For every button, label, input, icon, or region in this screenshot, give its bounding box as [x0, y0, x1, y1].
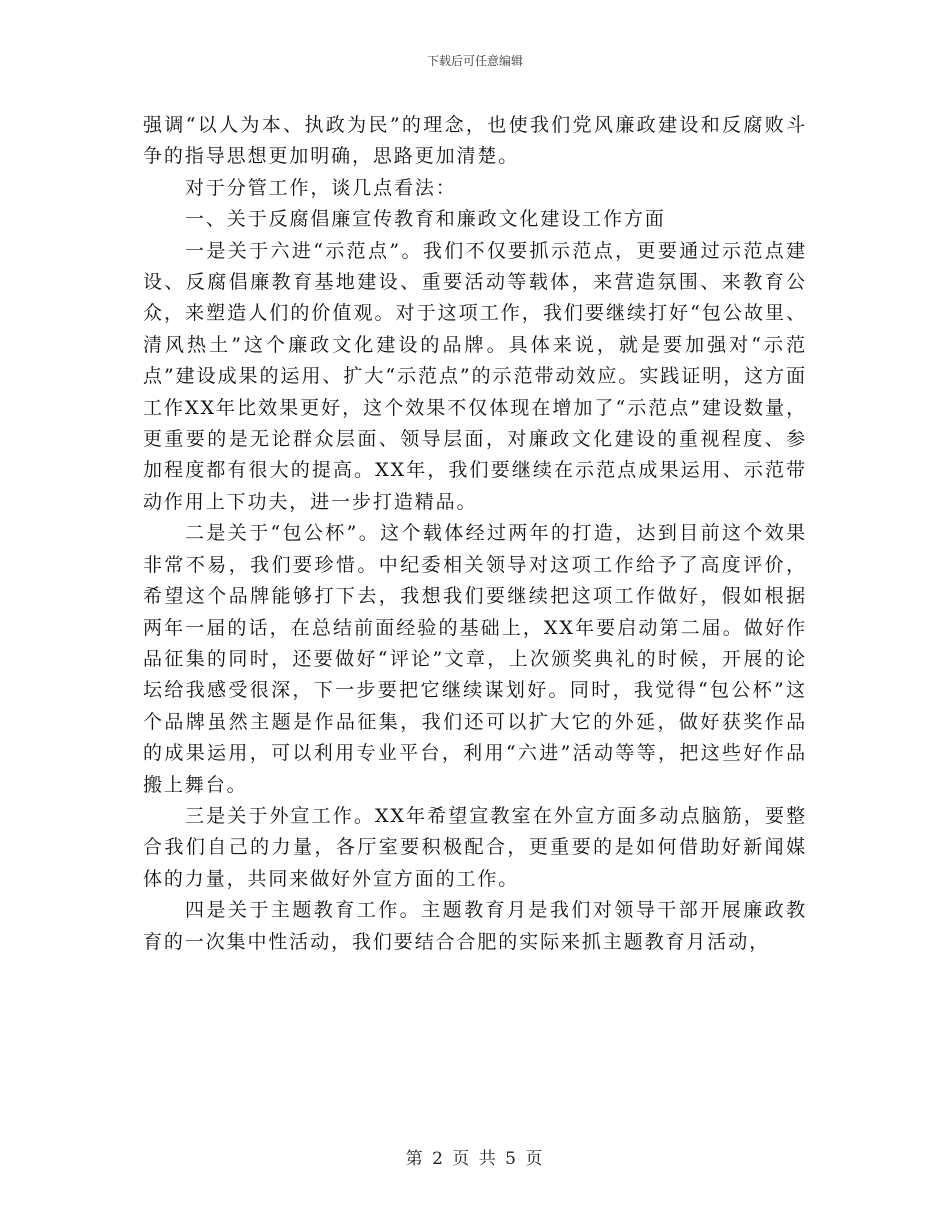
paragraph-3: 一是关于六进“示范点”。我们不仅要抓示范点，更要通过示范点建设、反腐倡廉教育基地建设、重要活动等载体，来营造氛围、来教育公众，来塑造人们的价值观。对于这项工作，我们要继续打好“包公故里、清风热土”这个廉政文化建设的品牌。具体来说，就是要加强对“示范点”建设成果的运用、扩大“示范点”的示范带动效应。实践证明，这方面工作XX年比效果更好，这个效果不仅体现在增加了“示范点”建设数量，更重要的是无论群众层面、领导层面，对廉政文化建设的重视程度、参加程度都有很大的提高。XX年，我们要继续在示范点成果运用、示范带动作用上下功夫，进一步打造精品。 — [143, 239, 807, 513]
page-header: 下载后可任意编辑 — [426, 54, 523, 68]
paragraph-1: 强调“以人为本、执政为民”的理念，也使我们党风廉政建设和反腐败斗争的指导思想更加明确，思路更加清楚。 — [143, 114, 807, 168]
paragraph-6: 四是关于主题教育工作。主题教育月是我们对领导干部开展廉政教育的一次集中性活动，我们要结合合肥的实际来抓主题教育月活动， — [143, 899, 807, 953]
paragraph-4: 二是关于“包公杯”。这个载体经过两年的打造，达到目前这个效果非常不易，我们要珍惜。中纪委相关领导对这项工作给予了高度评价，希望这个品牌能够打下去，我想我们要继续把这项工作做好，假如根据两年一届的话，在总结前面经验的基础上，XX年要启动第二届。做好作品征集的同时，还要做好“评论”文章，上次颁奖典礼的时候，开展的论坛给我感受很深，下一步要把它继续谋划好。同时，我觉得“包公杯”这个品牌虽然主题是作品征集，我们还可以扩大它的外延，做好获奖作品的成果运用，可以利用专业平台，利用“六进”活动等等，把这些好作品搬上舞台。 — [143, 522, 807, 796]
paragraph-2: 对于分管工作，谈几点看法： — [185, 176, 457, 199]
section-heading-1: 一、关于反腐倡廉宣传教育和廉政文化建设工作方面 — [185, 208, 666, 231]
page-number: 第 2 页 共 5 页 — [405, 1149, 545, 1169]
document-body — [143, 110, 807, 958]
paragraph-5: 三是关于外宣工作。XX年希望宣教室在外宣方面多动点脑筋，要整合我们自己的力量，各厅室要积极配合，更重要的是如何借助好新闻媒体的力量，共同来做好外宣方面的工作。 — [143, 804, 807, 890]
